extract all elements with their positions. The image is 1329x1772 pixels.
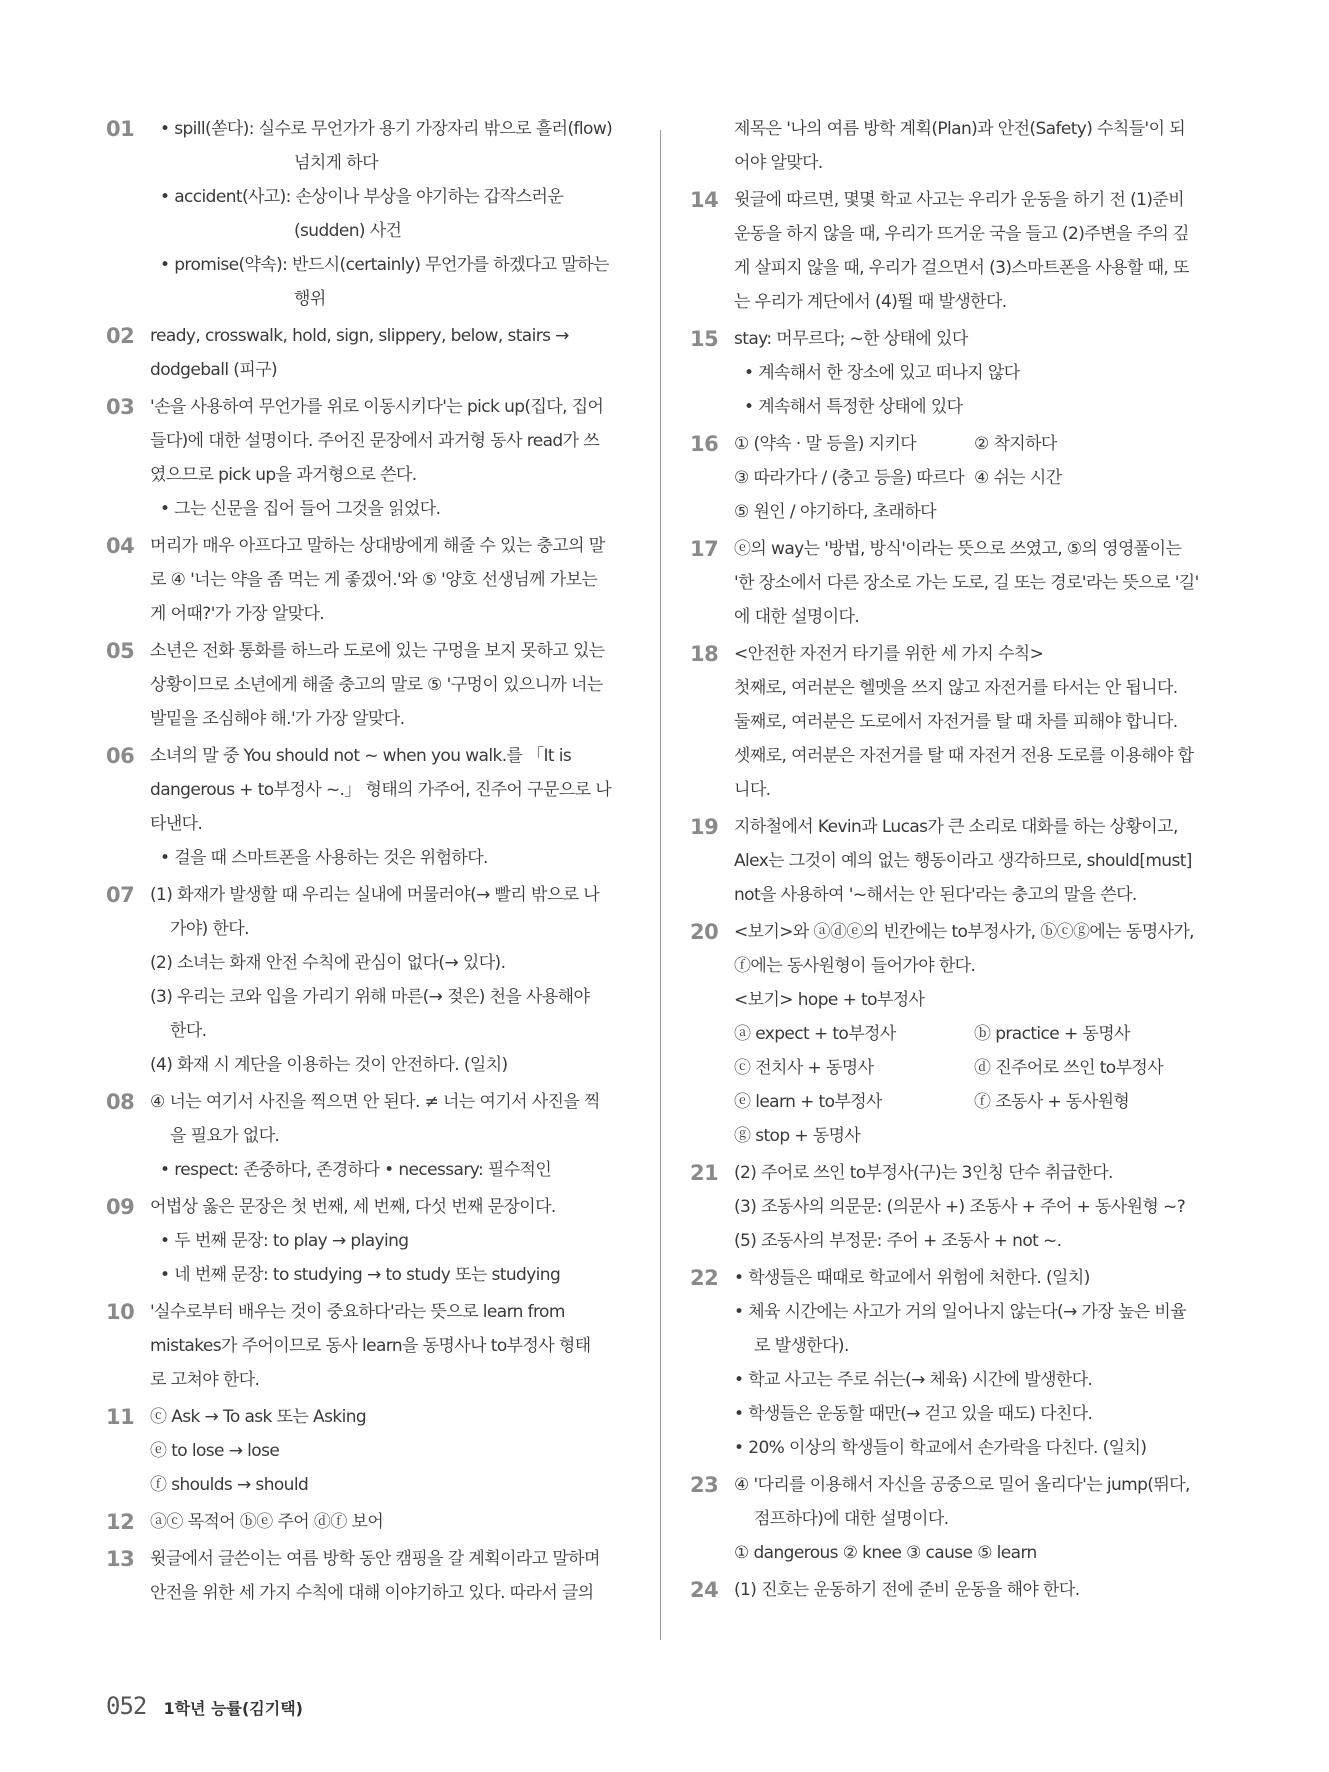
answer-line: dodgeball (피구) [150, 360, 278, 380]
answer-item [690, 112, 1218, 180]
question-number: 22 [690, 1266, 719, 1290]
choice-cell: ⓒ 전치사 + 동명사 [734, 1058, 874, 1078]
answer-item [690, 810, 1218, 912]
answer-line: 안전을 위한 세 가지 수칙에 대해 이야기하고 있다. 따라서 글의 [150, 1583, 594, 1603]
answer-line: 셋째로, 여러분은 자전거를 탈 때 자전거 전용 도로를 이용해야 합 [734, 746, 1194, 766]
answer-line: (2) 주어로 쓰인 to부정사(구)는 3인칭 단수 취급한다. [734, 1163, 1113, 1183]
answer-line: • spill(쏟다): 실수로 무언가가 용기 가장자리 밖으로 흘러(flow) [160, 119, 613, 139]
right-column [690, 112, 1218, 1610]
answer-line: 게 어때?'가 가장 알맞다. [150, 604, 325, 624]
choice-cell: ⓐ expect + to부정사 [734, 1024, 896, 1044]
answer-line: (3) 조동사의 의문문: (의문사 +) 조동사 + 주어 + 동사원형 ~? [734, 1197, 1186, 1217]
answer-line: '손을 사용하여 무언가를 위로 이동시키다'는 pick up(집다, 집어 [150, 397, 604, 417]
choice-row [734, 461, 1218, 495]
answer-line: • 학교 사고는 주로 쉬는(→ 체육) 시간에 발생한다. [734, 1370, 1093, 1390]
answer-line: not을 사용하여 '~해서는 안 된다'라는 충고의 말을 쓴다. [734, 885, 1137, 905]
answer-line: 가야) 한다. [170, 919, 249, 939]
answer-line: 상황이므로 소년에게 해줄 충고의 말로 ⑤ '구멍이 있으니까 너는 [150, 675, 603, 695]
answer-item [690, 183, 1218, 319]
choice-cell: ⓖ stop + 동명사 [734, 1126, 861, 1146]
choice-row [734, 1051, 1218, 1085]
choice-cell: ⓑ practice + 동명사 [974, 1024, 1130, 1044]
choice-row [734, 1017, 1218, 1051]
question-number: 12 [106, 1510, 135, 1534]
answer-line: • 계속해서 특정한 상태에 있다 [744, 397, 963, 417]
answer-line: dangerous + to부정사 ~.」 형태의 가주어, 진주어 구문으로 나 [150, 780, 612, 800]
question-number: 18 [690, 642, 719, 666]
answer-line: • promise(약속): 반드시(certainly) 무언가를 하겠다고 말하는 [160, 255, 609, 275]
answer-item [690, 915, 1218, 1153]
answer-line: 행위 [294, 289, 326, 309]
question-number: 17 [690, 537, 719, 561]
answer-line: 였으므로 pick up을 과거형으로 쓴다. [150, 465, 417, 485]
question-number: 01 [106, 117, 135, 141]
choice-row [734, 1085, 1218, 1119]
answer-item [106, 112, 634, 316]
answer-line: • accident(사고): 손상이나 부상을 야기하는 갑작스러운 [160, 187, 564, 207]
question-number: 09 [106, 1195, 135, 1219]
answer-item [106, 390, 634, 526]
answer-line: (2) 소녀는 화재 안전 수칙에 관심이 없다(→ 있다). [150, 953, 506, 973]
choice-cell: ① (약속 · 말 등을) 지키다 [734, 434, 917, 454]
answer-line: • 계속해서 한 장소에 있고 떠나지 않다 [744, 363, 1020, 383]
choice-cell: ② 착지하다 [974, 434, 1057, 454]
page-footer [106, 1692, 303, 1720]
choice-row [734, 427, 1218, 461]
answer-line: 운동을 하지 않을 때, 우리가 뜨거운 국을 들고 (2)주변을 주의 깊 [734, 224, 1189, 244]
question-number: 03 [106, 395, 135, 419]
answer-item [690, 1468, 1218, 1570]
question-number: 21 [690, 1161, 719, 1185]
choice-cell: ⓕ 조동사 + 동사원형 [974, 1092, 1130, 1112]
answer-line: mistakes가 주어이므로 동사 learn을 동명사나 to부정사 형태 [150, 1336, 591, 1356]
answer-line: 어법상 옳은 문장은 첫 번째, 세 번째, 다섯 번째 문장이다. [150, 1197, 556, 1217]
choice-cell: ⑤ 원인 / 야기하다, 초래하다 [734, 502, 937, 522]
answer-line: ⓐⓒ 목적어 ⓑⓔ 주어 ⓓⓕ 보어 [150, 1512, 384, 1532]
answer-item [106, 319, 634, 387]
page-number: 052 [106, 1692, 147, 1720]
answer-line: 윗글에 따르면, 몇몇 학교 사고는 우리가 운동을 하기 전 (1)준비 [734, 190, 1185, 210]
answer-item [106, 1085, 634, 1187]
answer-item [106, 739, 634, 875]
question-number: 16 [690, 432, 719, 456]
question-number: 02 [106, 324, 135, 348]
answer-line: ⓒ Ask → To ask 또는 Asking [150, 1407, 367, 1427]
choice-cell: ④ 쉬는 시간 [974, 468, 1062, 488]
answer-line: (1) 진호는 운동하기 전에 준비 운동을 해야 한다. [734, 1580, 1080, 1600]
question-number: 24 [690, 1578, 719, 1602]
answer-line: • 20% 이상의 학생들이 학교에서 손가락을 다친다. (일치) [734, 1438, 1147, 1458]
answer-line: • 체육 시간에는 사고가 거의 일어나지 않는다(→ 가장 높은 비율 [734, 1302, 1187, 1322]
answer-item [690, 322, 1218, 424]
answer-line: Alex는 그것이 예의 없는 행동이라고 생각하므로, should[must] [734, 851, 1192, 871]
answer-line: 을 필요가 없다. [170, 1126, 280, 1146]
answer-line: 어야 알맞다. [734, 153, 823, 173]
answer-line: 소녀의 말 중 You should not ~ when you walk.를 「It is [150, 746, 572, 766]
answer-item [106, 878, 634, 1082]
answer-line: ⓕ에는 동사원형이 들어가야 한다. [734, 956, 976, 976]
answer-line: 게 살피지 않을 때, 우리가 걸으면서 (3)스마트폰을 사용할 때, 또 [734, 258, 1189, 278]
answer-line: 발밑을 조심해야 해.'가 가장 알맞다. [150, 709, 405, 729]
answer-item [106, 1400, 634, 1502]
answer-line: 첫째로, 여러분은 헬멧을 쓰지 않고 자전거를 타서는 안 됩니다. [734, 678, 1178, 698]
answer-line: ④ '다리를 이용해서 자신을 공중으로 밀어 올리다'는 jump(뛰다, [734, 1475, 1190, 1495]
answer-line: ready, crosswalk, hold, sign, slippery, below, stairs → [150, 326, 569, 346]
answer-line: 윗글에서 글쓴이는 여름 방학 동안 캠핑을 갈 계획이라고 말하며 [150, 1549, 600, 1569]
answer-line: <보기> hope + to부정사 [734, 990, 925, 1010]
answer-line: '한 장소에서 다른 장소로 가는 도로, 길 또는 경로'라는 뜻으로 '길' [734, 573, 1199, 593]
answer-line: ⓔ to lose → lose [150, 1441, 280, 1461]
answer-item [106, 1505, 634, 1539]
question-number: 14 [690, 188, 719, 212]
answer-line: • respect: 존중하다, 존경하다 • necessary: 필수적인 [160, 1160, 552, 1180]
question-number: 10 [106, 1300, 135, 1324]
answer-line: 타낸다. [150, 814, 203, 834]
question-number: 11 [106, 1405, 135, 1429]
answer-line: 소년은 전화 통화를 하느라 도로에 있는 구멍을 보지 못하고 있는 [150, 641, 605, 661]
answer-line: • 학생들은 때때로 학교에서 위험에 처한다. (일치) [734, 1268, 1090, 1288]
answer-line: '실수로부터 배우는 것이 중요하다'라는 뜻으로 learn from [150, 1302, 565, 1322]
question-number: 13 [106, 1547, 135, 1571]
question-number: 19 [690, 815, 719, 839]
left-column [106, 112, 634, 1613]
answer-item [690, 1573, 1218, 1607]
answer-item [106, 1542, 634, 1610]
question-number: 23 [690, 1473, 719, 1497]
question-number: 07 [106, 883, 135, 907]
answer-line: ④ 너는 여기서 사진을 찍으면 안 된다. ≠ 너는 여기서 사진을 찍 [150, 1092, 600, 1112]
answer-item [690, 427, 1218, 529]
answer-line: ① dangerous ② knee ③ cause ⑤ learn [734, 1543, 1037, 1563]
question-number: 08 [106, 1090, 135, 1114]
answer-line: (sudden) 사건 [294, 221, 402, 241]
choice-row [734, 495, 1218, 529]
question-number: 06 [106, 744, 135, 768]
answer-line: 머리가 매우 아프다고 말하는 상대방에게 해줄 수 있는 충고의 말 [150, 536, 605, 556]
answer-line: (3) 우리는 코와 입을 가리기 위해 마른(→ 젖은) 천을 사용해야 [150, 987, 590, 1007]
answer-line: <안전한 자전거 타기를 위한 세 가지 수칙> [734, 644, 1044, 664]
answer-item [106, 529, 634, 631]
answer-item [106, 1190, 634, 1292]
answer-line: 점프하다)에 대한 설명이다. [754, 1509, 949, 1529]
answer-line: ⓔ의 way는 '방법, 방식'이라는 뜻으로 쓰였고, ⑤의 영영풀이는 [734, 539, 1182, 559]
book-title: 1학년 능률(김기택) [163, 1699, 303, 1718]
answer-line: (5) 조동사의 부정문: 주어 + 조동사 + not ~. [734, 1231, 1062, 1251]
answer-line: (1) 화재가 발생할 때 우리는 실내에 머물러야(→ 빨리 밖으로 나 [150, 885, 600, 905]
answer-line: stay: 머무르다; ~한 상태에 있다 [734, 329, 968, 349]
choice-row [734, 1119, 1218, 1153]
question-number: 04 [106, 534, 135, 558]
answer-line: <보기>와 ⓐⓓⓔ의 빈칸에는 to부정사가, ⓑⓒⓖ에는 동명사가, [734, 922, 1194, 942]
question-number: 05 [106, 639, 135, 663]
answer-item [690, 1156, 1218, 1258]
answer-line: ⓕ shoulds → should [150, 1475, 309, 1495]
choice-cell: ③ 따라가다 / (충고 등을) 따르다 [734, 468, 964, 488]
answer-line: 는 우리가 계단에서 (4)뛸 때 발생한다. [734, 292, 1007, 312]
choice-cell: ⓓ 진주어로 쓰인 to부정사 [974, 1058, 1164, 1078]
answer-line: 로 ④ '너는 약을 좀 먹는 게 좋겠어.'와 ⑤ '양호 선생님께 가보는 [150, 570, 598, 590]
answer-item [106, 634, 634, 736]
answer-item [690, 1261, 1218, 1465]
answer-line: 니다. [734, 780, 771, 800]
answer-line: 둘째로, 여러분은 도로에서 자전거를 탈 때 차를 피해야 합니다. [734, 712, 1178, 732]
answer-line: • 걸을 때 스마트폰을 사용하는 것은 위험하다. [160, 848, 488, 868]
answer-line: • 네 번째 문장: to studying → to study 또는 studying [160, 1265, 561, 1285]
answer-line: 들다)에 대한 설명이다. 주어진 문장에서 과거형 동사 read가 쓰 [150, 431, 600, 451]
answer-line: 로 고쳐야 한다. [150, 1370, 260, 1390]
answer-line: • 학생들은 운동할 때만(→ 걷고 있을 때도) 다친다. [734, 1404, 1093, 1424]
answer-line: • 두 번째 문장: to play → playing [160, 1231, 409, 1251]
answer-line: • 그는 신문을 집어 들어 그것을 읽었다. [160, 499, 441, 519]
question-number: 15 [690, 327, 719, 351]
choice-cell: ⓔ learn + to부정사 [734, 1092, 882, 1112]
answer-line: 에 대한 설명이다. [734, 607, 860, 627]
answer-line: 로 발생한다). [754, 1336, 849, 1356]
answer-line: 제목은 '나의 여름 방학 계획(Plan)과 안전(Safety) 수칙들'이 되 [734, 119, 1186, 139]
answer-item [690, 532, 1218, 634]
column-divider [660, 130, 661, 1640]
answer-line: 넘치게 하다 [294, 153, 378, 173]
answer-item [106, 1295, 634, 1397]
answer-line: (4) 화재 시 계단을 이용하는 것이 안전하다. (일치) [150, 1055, 508, 1075]
answer-line: 한다. [170, 1021, 207, 1041]
answer-item [690, 637, 1218, 807]
answer-line: 지하철에서 Kevin과 Lucas가 큰 소리로 대화를 하는 상황이고, [734, 817, 1178, 837]
question-number: 20 [690, 920, 719, 944]
